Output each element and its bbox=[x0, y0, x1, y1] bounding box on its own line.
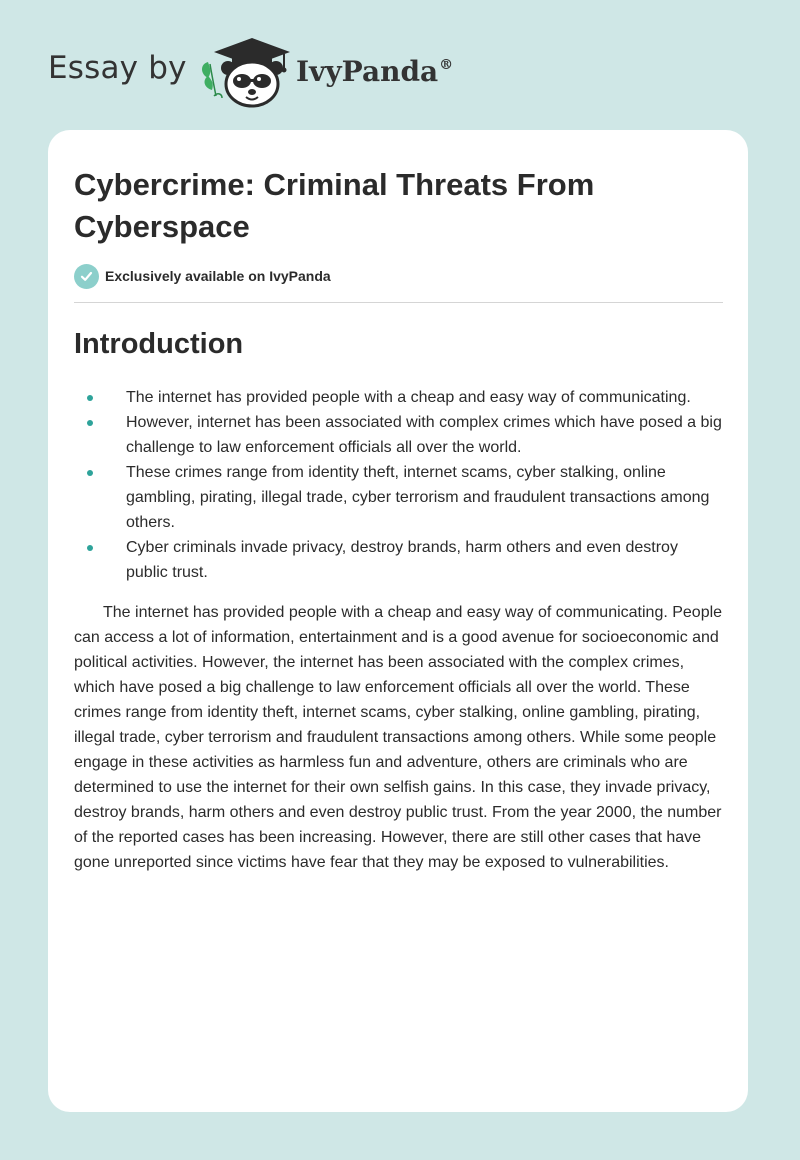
bullet-dot-icon bbox=[87, 470, 93, 476]
brand-name[interactable]: IvyPanda® bbox=[296, 55, 454, 88]
bullet-dot-icon bbox=[87, 420, 93, 426]
essay-by-label: Essay by bbox=[48, 50, 187, 86]
title-divider bbox=[74, 302, 723, 303]
exclusive-badge bbox=[74, 263, 331, 289]
bullet-dot-icon bbox=[87, 545, 93, 551]
check-icon bbox=[74, 264, 99, 289]
body-paragraph: The internet has provided people with a cheap and easy way of communicating. People can access a lot of information, entertainment and is a good avenue for socioeconomic and political activities. However, the internet has been associated with the complex crimes, which have posed a big challenge to law enforcement officials all over the world. These crimes range from identity theft, internet scams, cyber stalking, online gambling, pirating, illegal trade, cyber terrorism and fraudulent transactions among others. While some people engage in these activities as harmless fun and adventure, others are criminals who are determined to use the internet for their own selfish gains. In this case, they invade privacy, destroy brands, harm others and even destroy public trust. From the year 2000, the number of the reported cases has been increasing. However, there are still other cases that have gone unreported since victims have fear that they may be exposed to vulnerabilities. bbox=[74, 604, 723, 871]
article-card bbox=[48, 130, 748, 1112]
bullet-text: Cyber criminals invade privacy, destroy brands, harm others and even destroy public trust. bbox=[126, 539, 678, 581]
article-title: Cybercrime: Criminal Threats From Cyberspace bbox=[74, 167, 595, 244]
ivy-leaf-icon bbox=[202, 62, 222, 98]
bullet-text: The internet has provided people with a cheap and easy way of communicating. bbox=[126, 389, 691, 406]
bullet-item bbox=[74, 535, 724, 585]
bullet-item bbox=[74, 410, 724, 460]
bullet-item bbox=[74, 385, 724, 410]
bullet-dot-icon bbox=[87, 395, 93, 401]
bullet-text: However, internet has been associated with complex crimes which have posed a big challenge to law enforcement officials all over the world. bbox=[126, 414, 722, 456]
summary-bullet-list bbox=[74, 385, 724, 585]
section-heading-introduction: Introduction bbox=[74, 328, 244, 360]
bullet-text: These crimes range from identity theft, internet scams, cyber stalking, online gambling, pirating, illegal trade, cyber terrorism and fraudulent transactions among others. bbox=[126, 464, 710, 531]
panda-logo-icon[interactable] bbox=[198, 34, 298, 110]
registered-mark: ® bbox=[439, 56, 454, 73]
site-header bbox=[0, 0, 800, 120]
bullet-item bbox=[74, 460, 724, 535]
exclusive-label: Exclusively available on IvyPanda bbox=[105, 268, 331, 284]
